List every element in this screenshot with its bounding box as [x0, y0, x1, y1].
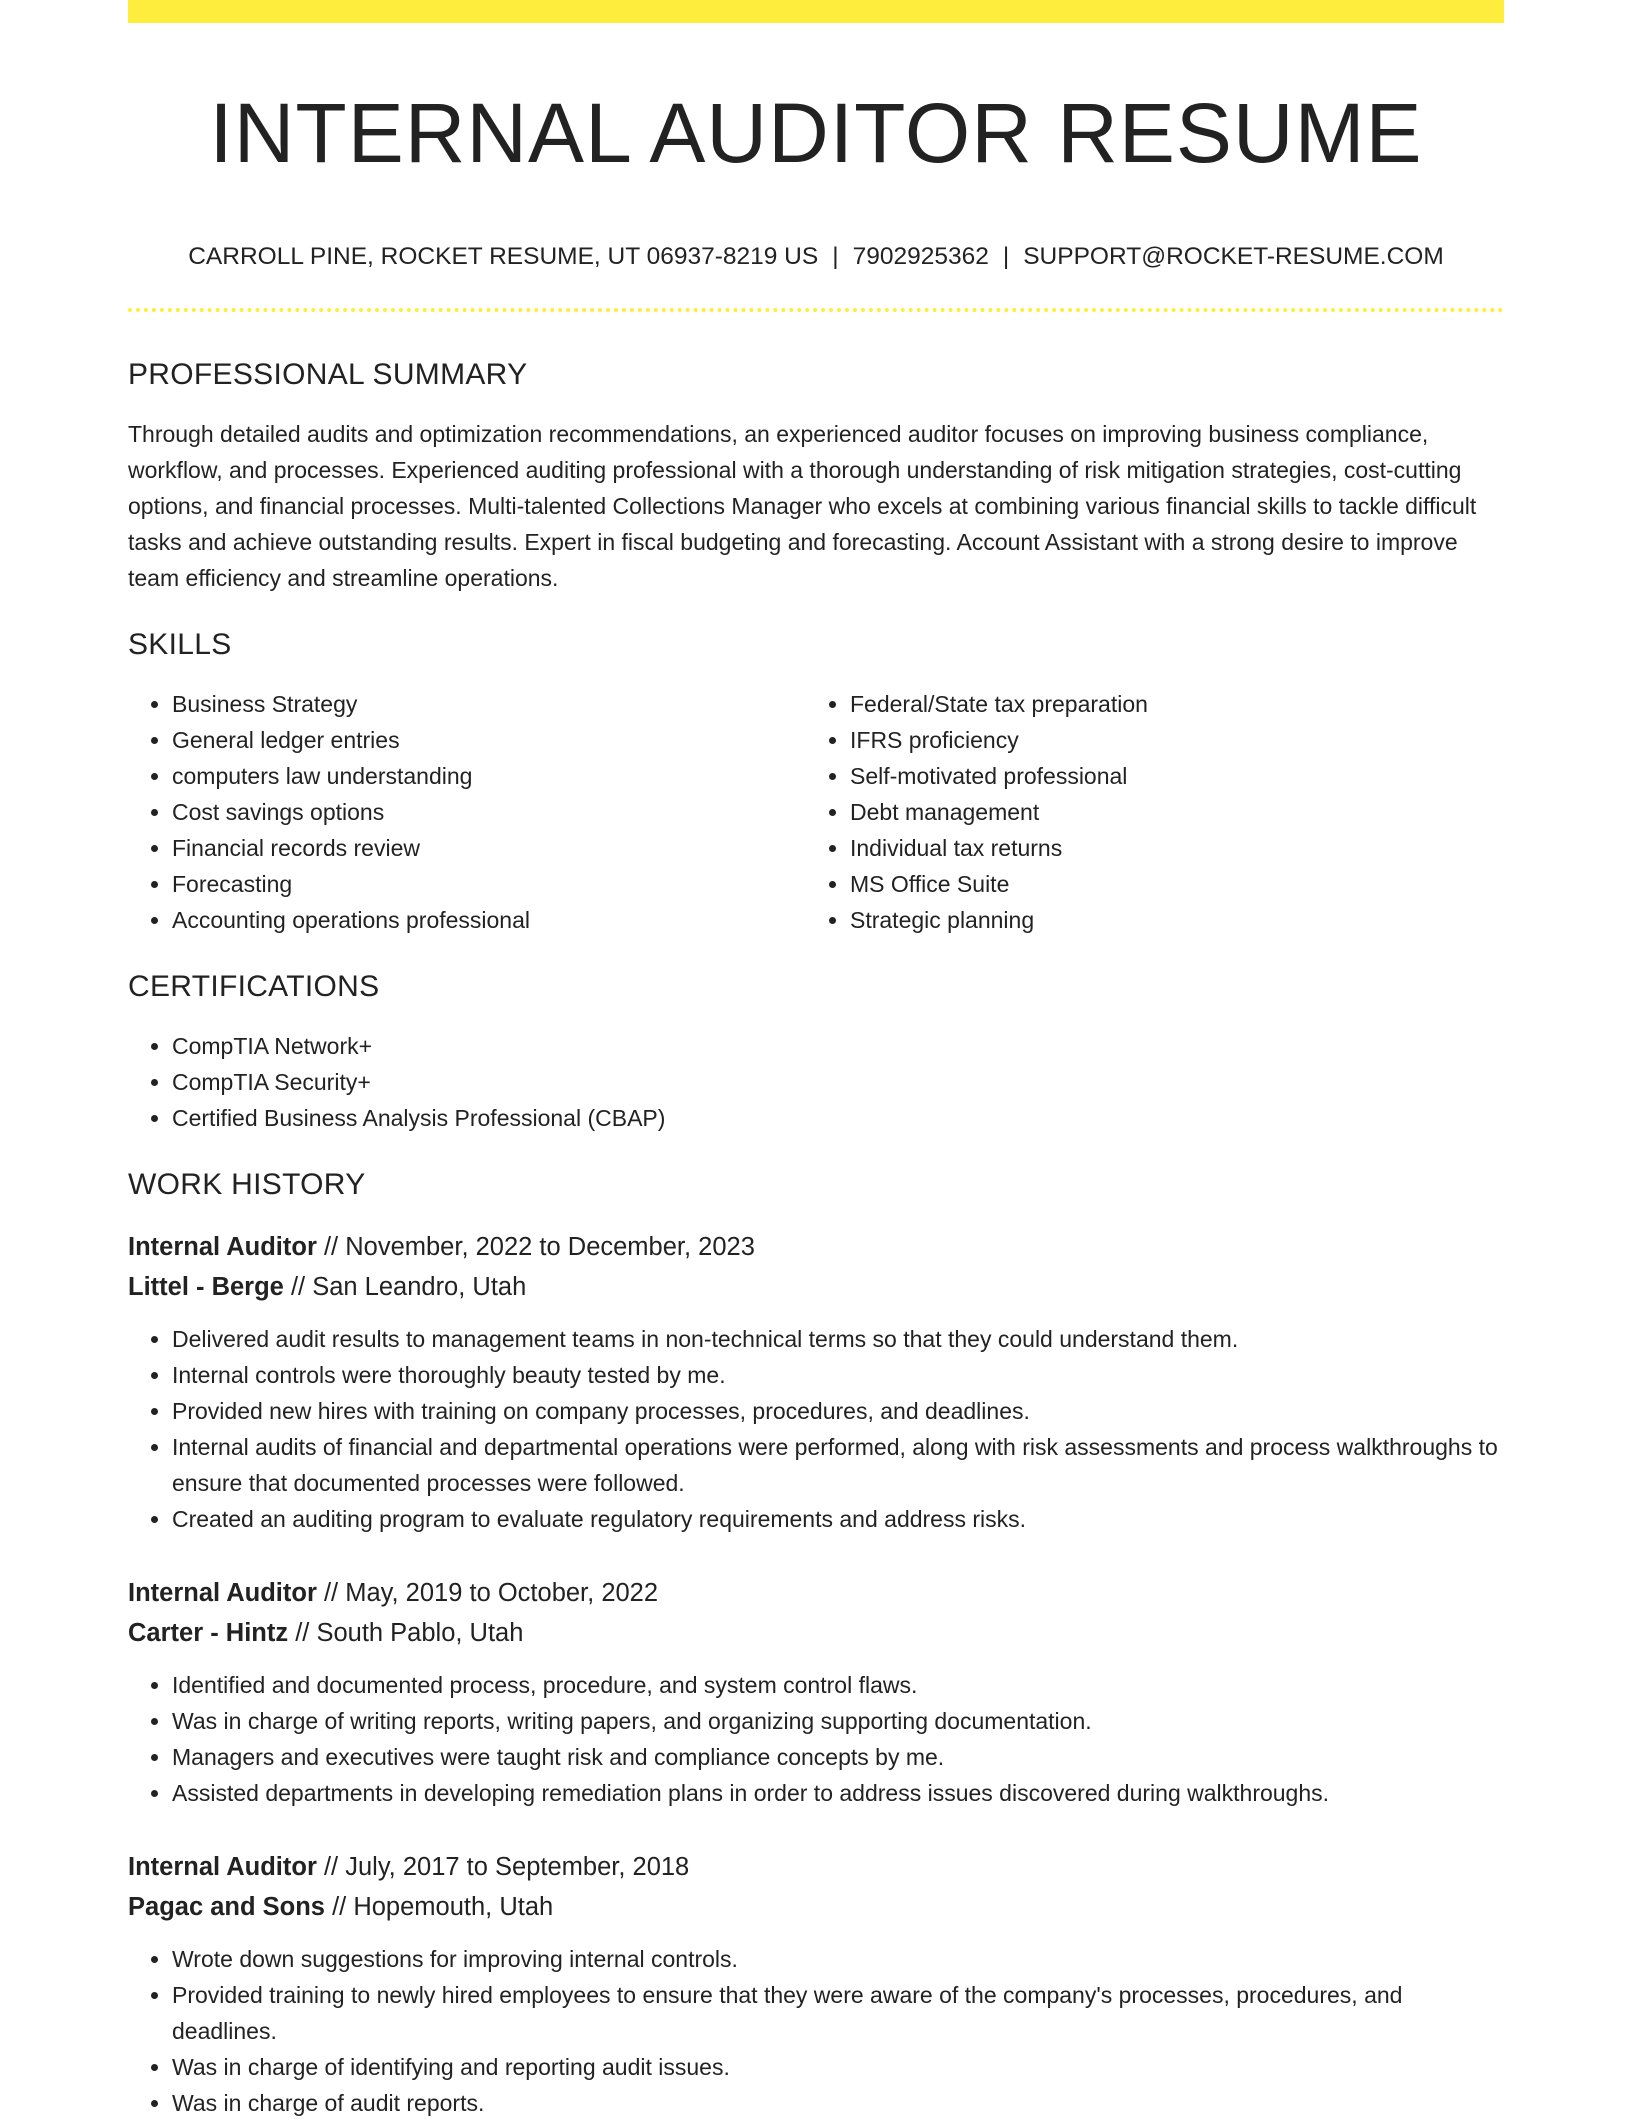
- job-company: Carter - Hintz: [128, 1619, 289, 1647]
- job-bullet-list: [128, 1941, 1504, 2121]
- job-company-line: [128, 1887, 1504, 1927]
- certification-item: • CompTIA Security+: [172, 1064, 1504, 1100]
- skills-list-right: [806, 686, 1484, 938]
- contact-separator: |: [1002, 243, 1010, 270]
- accent-top-bar: [128, 0, 1504, 23]
- skill-item: • Financial records review: [172, 830, 806, 866]
- skills-heading: SKILLS: [128, 628, 232, 661]
- skill-item: • Strategic planning: [850, 902, 1484, 938]
- certifications-list: [128, 1028, 1504, 1136]
- job-bullet: • Delivered audit results to management teams in non-technical terms so that they could understand them.: [172, 1321, 1504, 1357]
- work-history-list: [128, 1227, 1504, 2121]
- job-dates: // May, 2019 to October, 2022: [316, 1579, 659, 1607]
- job-bullet: • Created an auditing program to evaluate regulatory requirements and address risks.: [172, 1501, 1504, 1537]
- contact-address: CARROLL PINE, ROCKET RESUME, UT 06937-8219 US: [188, 243, 819, 270]
- job-bullet: • Assisted departments in developing remediation plans in order to address issues discovered during walkthroughs.: [172, 1775, 1504, 1811]
- dotted-divider: [128, 308, 1504, 312]
- job-bullet: • Was in charge of identifying and reporting audit issues.: [172, 2049, 1504, 2085]
- job-bullet: • Was in charge of writing reports, writing papers, and organizing supporting documentation.: [172, 1703, 1504, 1739]
- skill-item: • Individual tax returns: [850, 830, 1484, 866]
- skill-item: • Cost savings options: [172, 794, 806, 830]
- job-bullet: • Internal audits of financial and departmental operations were performed, along with risk assessments and process walkthroughs to ensure that documented processes were followed.: [172, 1429, 1504, 1501]
- skill-item: • Forecasting: [172, 866, 806, 902]
- contact-phone: 7902925362: [852, 243, 989, 270]
- skills-list-left: [128, 686, 806, 938]
- summary-text: Through detailed audits and optimization recommendations, an experienced auditor focuses on improving business compliance, workflow, and processes. Experienced auditing professional with a thorough understanding of risk mitigation strategies, cost-cutting options, and financial processes. Multi-talented Collections Manager who excels at combining various financial skills to tackle difficult tasks and achieve outstanding results. Expert in fiscal budgeting and forecasting. Account Assistant with a strong desire to improve team efficiency and streamline operations.: [128, 421, 1477, 591]
- certifications-heading: CERTIFICATIONS: [128, 970, 380, 1003]
- skill-item: • computers law understanding: [172, 758, 806, 794]
- skill-item: • MS Office Suite: [850, 866, 1484, 902]
- certifications-section: [128, 969, 1504, 1136]
- skill-item: • Accounting operations professional: [172, 902, 806, 938]
- job-bullet-list: [128, 1321, 1504, 1537]
- summary-heading: PROFESSIONAL SUMMARY: [128, 358, 528, 391]
- job-bullet: • Managers and executives were taught risk and compliance concepts by me.: [172, 1739, 1504, 1775]
- job-dates: // July, 2017 to September, 2018: [316, 1853, 690, 1881]
- job-bullet: • Identified and documented process, procedure, and system control flaws.: [172, 1667, 1504, 1703]
- work-section: [128, 1167, 1504, 2121]
- job-bullet: • Provided new hires with training on company processes, procedures, and deadlines.: [172, 1393, 1504, 1429]
- skill-item: • General ledger entries: [172, 722, 806, 758]
- job-title: Internal Auditor: [128, 1579, 317, 1607]
- job-bullet: • Was in charge of audit reports.: [172, 2085, 1504, 2121]
- job-title-line: [128, 1573, 1504, 1613]
- certification-item: • CompTIA Network+: [172, 1028, 1504, 1064]
- job-company: Pagac and Sons: [128, 1893, 325, 1921]
- job-entry: [128, 1227, 1504, 1537]
- job-location: // Hopemouth, Utah: [324, 1893, 554, 1921]
- contact-email: SUPPORT@ROCKET-RESUME.COM: [1023, 243, 1444, 270]
- contact-separator: |: [832, 243, 839, 270]
- skill-item: • Self-motivated professional: [850, 758, 1484, 794]
- job-location: // South Pablo, Utah: [288, 1619, 524, 1647]
- job-location: // San Leandro, Utah: [283, 1273, 527, 1301]
- job-title: Internal Auditor: [128, 1233, 317, 1261]
- job-company-line: [128, 1613, 1504, 1653]
- skill-item: • Business Strategy: [172, 686, 806, 722]
- job-entry: [128, 1573, 1504, 1811]
- job-title-line: [128, 1227, 1504, 1267]
- job-company: Littel - Berge: [128, 1273, 284, 1301]
- resume-title: INTERNAL AUDITOR RESUME: [209, 86, 1423, 180]
- summary-section: [128, 357, 1504, 596]
- job-bullet-list: [128, 1667, 1504, 1811]
- job-bullet: • Internal controls were thoroughly beauty tested by me.: [172, 1357, 1504, 1393]
- skill-item: • IFRS proficiency: [850, 722, 1484, 758]
- skill-item: • Federal/State tax preparation: [850, 686, 1484, 722]
- job-company-line: [128, 1267, 1504, 1307]
- job-entry: [128, 1847, 1504, 2121]
- contact-line: [128, 242, 1504, 272]
- job-title: Internal Auditor: [128, 1853, 317, 1881]
- work-heading: WORK HISTORY: [128, 1168, 366, 1201]
- skill-item: • Debt management: [850, 794, 1484, 830]
- job-title-line: [128, 1847, 1504, 1887]
- resume-page: [128, 0, 1504, 2121]
- skills-grid: [128, 686, 1504, 938]
- certification-item: • Certified Business Analysis Professional (CBAP): [172, 1100, 1504, 1136]
- skills-section: [128, 627, 1504, 938]
- job-bullet: • Provided training to newly hired employees to ensure that they were aware of the company's processes, procedures, and deadlines.: [172, 1977, 1504, 2049]
- job-bullet: • Wrote down suggestions for improving internal controls.: [172, 1941, 1504, 1977]
- job-dates: // November, 2022 to December, 2023: [316, 1233, 755, 1261]
